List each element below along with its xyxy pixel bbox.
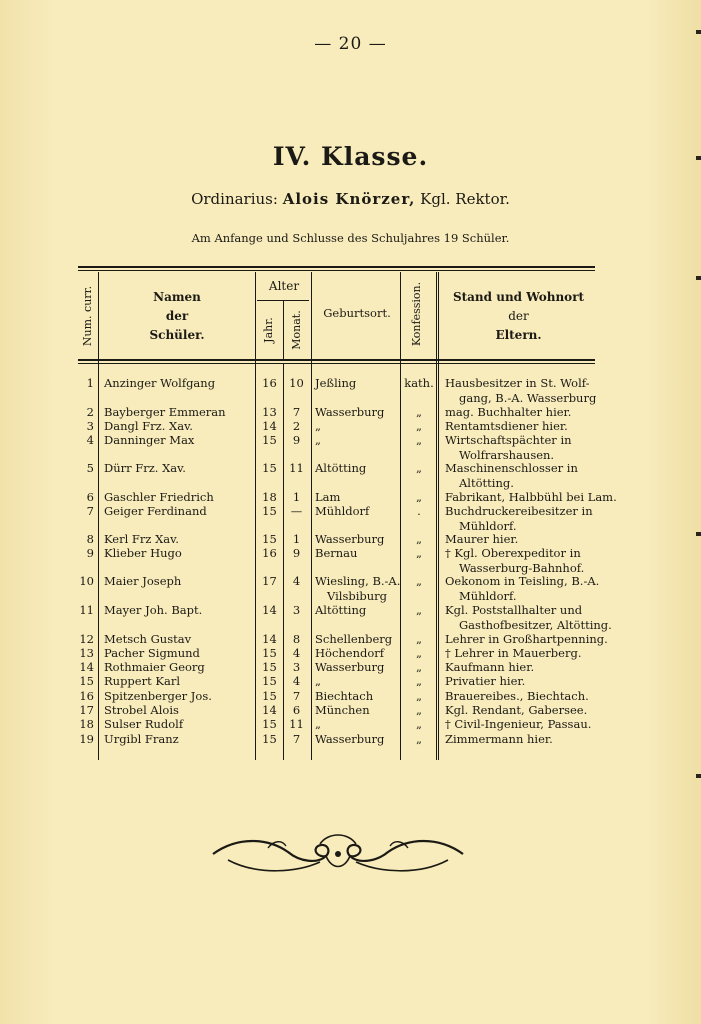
age-months: 4 [292, 574, 301, 588]
row-number: 5 [86, 461, 94, 475]
age-months: 1 [292, 532, 301, 546]
parents-occupation-line: Wirtschaftspächter in [445, 433, 572, 447]
header-jahr: Jahr. [262, 317, 275, 343]
header-namen-line: Namen [153, 290, 201, 304]
header-geburtsort: Geburtsort. [323, 306, 391, 320]
age-years: 14 [262, 419, 277, 433]
ordinarius-line [0, 190, 701, 208]
header-num-curr: Num. curr. [81, 285, 94, 347]
birthplace [315, 419, 321, 434]
age-years: 15 [262, 433, 277, 447]
parents-occupation-line: Lehrer in Großhartpenning. [445, 632, 608, 646]
age-months: 6 [292, 703, 301, 717]
parents-occupation [445, 433, 572, 463]
confession: „ [416, 405, 422, 419]
header-stand-line: Eltern. [495, 328, 542, 342]
confession: „ [416, 532, 422, 546]
student-name: Dürr Frz. Xav. [104, 461, 186, 475]
birthplace-line: Altötting [315, 603, 367, 617]
age-years: 15 [262, 660, 277, 674]
row-number: 1 [86, 376, 94, 390]
birthplace-line: „ [315, 433, 321, 447]
age-years: 15 [262, 532, 277, 546]
parents-occupation-line: Rentamtsdiener hier. [445, 419, 568, 433]
header-stand-line: Stand und Wohnort [452, 290, 585, 304]
parents-occupation [445, 660, 534, 675]
confession: „ [416, 660, 422, 674]
confession: „ [416, 703, 422, 717]
column-divider [400, 272, 401, 760]
age-months: 4 [292, 674, 301, 688]
student-name: Pacher Sigmund [104, 646, 200, 660]
student-name: Sulser Rudolf [104, 717, 184, 731]
row-number: 14 [79, 660, 94, 674]
row-number: 4 [86, 433, 94, 447]
parents-occupation-line: Maschinenschlosser in [445, 461, 578, 475]
row-number: 12 [79, 632, 94, 646]
birthplace [315, 532, 384, 547]
alter-underline [257, 300, 309, 301]
birthplace-line: Lam [315, 490, 341, 504]
student-name: Anzinger Wolfgang [104, 376, 216, 390]
student-name: Danninger Max [104, 433, 195, 447]
age-years: 15 [262, 674, 277, 688]
birthplace-line: Jeßling [315, 376, 357, 390]
parents-occupation-line: Kgl. Poststallhalter und [445, 603, 583, 617]
birthplace-line: Mühldorf [315, 504, 370, 518]
parents-occupation [445, 674, 525, 689]
birthplace [315, 689, 373, 704]
parents-occupation-line: Hausbesitzer in St. Wolf- [445, 376, 590, 390]
birthplace-line: Wasserburg [315, 660, 385, 674]
birthplace [315, 603, 366, 618]
birthplace-line: Wiesling, B.-A. [315, 574, 401, 588]
parents-occupation-line: Gasthofbesitzer, Altötting. [459, 618, 612, 632]
row-number: 11 [79, 603, 94, 617]
row-number: 15 [79, 674, 94, 688]
confession: „ [416, 603, 422, 617]
student-name: Geiger Ferdinand [104, 504, 207, 518]
header-monat: Monat. [290, 310, 303, 350]
edge-mark [696, 774, 701, 778]
parents-occupation-line: gang, B.-A. Wasserburg [459, 391, 597, 405]
age-years: 15 [262, 646, 277, 660]
birthplace-line: Schellenberg [315, 632, 393, 646]
parents-occupation [445, 717, 591, 732]
parents-occupation-line: Brauereibes., Biechtach. [445, 689, 589, 703]
row-number: 7 [86, 504, 94, 518]
birthplace [315, 646, 384, 661]
parents-occupation [445, 405, 571, 420]
confession: „ [416, 717, 422, 731]
birthplace-line: Bernau [315, 546, 358, 560]
birthplace [315, 546, 357, 561]
age-months: 3 [292, 660, 301, 674]
age-months: 7 [292, 405, 301, 419]
parents-occupation [445, 689, 589, 704]
age-months: 10 [289, 376, 304, 390]
age-years: 16 [262, 376, 277, 390]
parents-occupation-line: Wasserburg-Bahnhof. [459, 561, 585, 575]
column-divider [436, 272, 439, 760]
ordinarius-label: Ordinarius: [191, 190, 278, 208]
parents-occupation-line: Zimmermann hier. [445, 732, 553, 746]
confession: „ [416, 632, 422, 646]
parents-occupation-line: Mühldorf. [459, 519, 517, 533]
birthplace-line: „ [315, 674, 321, 688]
confession: „ [416, 574, 422, 588]
age-years: 15 [262, 504, 277, 518]
column-divider [98, 272, 99, 760]
page-number: — 20 — [314, 34, 387, 54]
birthplace-line: „ [315, 419, 321, 433]
age-months: 9 [292, 433, 301, 447]
header-namen-line: Schüler. [149, 328, 205, 342]
edge-mark [696, 156, 701, 160]
parents-occupation [445, 532, 518, 547]
birthplace [315, 660, 384, 675]
header-alter: Alter [268, 279, 300, 293]
edge-mark [696, 276, 701, 280]
birthplace [315, 732, 384, 747]
parents-occupation [445, 646, 581, 661]
table-top-rule-thin [78, 270, 595, 271]
header-konfession: Konfession. [410, 281, 423, 347]
column-divider [311, 272, 312, 760]
parents-occupation-line: Kgl. Rendant, Gabersee. [445, 703, 588, 717]
confession: „ [416, 419, 422, 433]
age-years: 15 [262, 717, 277, 731]
parents-occupation-line: Kaufmann hier. [445, 660, 535, 674]
row-number: 18 [79, 717, 94, 731]
row-number: 10 [79, 574, 94, 588]
birthplace [315, 376, 356, 391]
row-number: 2 [86, 405, 94, 419]
birthplace-line: Altötting [315, 461, 367, 475]
birthplace-line: „ [315, 717, 321, 731]
confession: „ [416, 674, 422, 688]
birthplace [315, 717, 321, 732]
parents-occupation-line: Altötting. [459, 476, 514, 490]
age-months: 4 [292, 646, 301, 660]
birthplace [315, 461, 366, 476]
row-number: 6 [86, 490, 94, 504]
parents-occupation-line: mag. Buchhalter hier. [445, 405, 572, 419]
age-years: 15 [262, 689, 277, 703]
confession: „ [416, 433, 422, 447]
parents-occupation-line: † Lehrer in Mauerberg. [445, 646, 582, 660]
student-name: Rothmaier Georg [104, 660, 205, 674]
header-namen-line: der [165, 309, 189, 323]
birthplace-line: Biechtach [315, 689, 374, 703]
row-number: 3 [86, 419, 94, 433]
confession: „ [416, 689, 422, 703]
birthplace [315, 674, 321, 689]
age-months: — [290, 504, 303, 518]
birthplace-line: München [315, 703, 370, 717]
parents-occupation-line: † Civil-Ingenieur, Passau. [445, 717, 592, 731]
parents-occupation [445, 574, 599, 604]
parents-occupation-line: Privatier hier. [445, 674, 526, 688]
confession: . [417, 504, 421, 518]
age-years: 16 [262, 546, 277, 560]
decorative-flourish [208, 826, 468, 882]
student-name: Ruppert Karl [104, 674, 180, 688]
age-months: 7 [292, 689, 301, 703]
parents-occupation-line: Buchdruckereibesitzer in [445, 504, 593, 518]
student-name: Gaschler Friedrich [104, 490, 214, 504]
age-months: 9 [292, 546, 301, 560]
birthplace-line: Wasserburg [315, 405, 385, 419]
birthplace [315, 632, 392, 647]
age-years: 15 [262, 732, 277, 746]
age-years: 14 [262, 703, 277, 717]
age-years: 13 [262, 405, 277, 419]
age-years: 18 [262, 490, 277, 504]
header-stand-line: der [508, 309, 529, 323]
class-size-note: Am Anfange und Schlusse des Schuljahres 19 Schüler. [191, 231, 510, 245]
birthplace [315, 405, 384, 420]
student-name: Bayberger Emmeran [104, 405, 226, 419]
age-months: 2 [292, 419, 301, 433]
confession: „ [416, 732, 422, 746]
parents-occupation [445, 461, 578, 491]
alter-subdivider [283, 300, 284, 359]
age-months: 11 [289, 461, 304, 475]
age-years: 15 [262, 461, 277, 475]
parents-occupation-line: Fabrikant, Halbbühl bei Lam. [445, 490, 617, 504]
birthplace [315, 574, 400, 604]
birthplace [315, 433, 321, 448]
birthplace [315, 504, 369, 519]
edge-mark [696, 532, 701, 536]
birthplace-line: Höchendorf [315, 646, 385, 660]
parents-occupation [445, 376, 596, 406]
confession: „ [416, 646, 422, 660]
parents-occupation [445, 546, 584, 576]
confession: „ [416, 490, 422, 504]
page-title: IV. Klasse. [272, 142, 429, 171]
student-name: Klieber Hugo [104, 546, 182, 560]
age-years: 17 [262, 574, 277, 588]
row-number: 8 [86, 532, 94, 546]
parents-occupation [445, 632, 608, 647]
age-months: 11 [289, 717, 304, 731]
row-number: 19 [79, 732, 94, 746]
birthplace-line: Wasserburg [315, 532, 385, 546]
age-months: 8 [292, 632, 301, 646]
student-name: Maier Joseph [104, 574, 182, 588]
birthplace-line: Vilsbiburg [327, 589, 388, 603]
parents-occupation [445, 419, 568, 434]
header-bottom-rule-thin [78, 363, 595, 364]
ordinarius-role: Kgl. Rektor. [420, 190, 510, 208]
column-divider [255, 272, 256, 760]
parents-occupation [445, 603, 612, 633]
ordinarius-name: Alois Knörzer, [282, 190, 416, 208]
student-table [78, 266, 617, 760]
parents-occupation-line: † Kgl. Oberexpeditor in [445, 546, 581, 560]
table-top-rule [78, 266, 595, 268]
birthplace [315, 490, 340, 505]
confession: „ [416, 461, 422, 475]
header-stand [442, 288, 595, 345]
header-namen [102, 288, 252, 345]
student-name: Spitzenberger Jos. [104, 689, 212, 703]
confession: „ [416, 546, 422, 560]
parents-occupation-line: Wolfrarshausen. [459, 448, 555, 462]
header-bottom-rule [78, 359, 595, 361]
age-months: 1 [292, 490, 301, 504]
age-years: 14 [262, 603, 277, 617]
parents-occupation [445, 732, 553, 747]
student-name: Kerl Frz Xav. [104, 532, 179, 546]
parents-occupation [445, 490, 617, 505]
age-months: 3 [292, 603, 301, 617]
student-name: Urgibl Franz [104, 732, 179, 746]
parents-occupation-line: Oekonom in Teisling, B.-A. [445, 574, 600, 588]
edge-mark [696, 30, 701, 34]
row-number: 13 [79, 646, 94, 660]
age-years: 14 [262, 632, 277, 646]
parents-occupation [445, 703, 587, 718]
student-name: Mayer Joh. Bapt. [104, 603, 203, 617]
student-name: Dangl Frz. Xav. [104, 419, 193, 433]
age-months: 7 [292, 732, 301, 746]
parents-occupation [445, 504, 593, 534]
row-number: 16 [79, 689, 94, 703]
row-number: 9 [86, 546, 94, 560]
confession: kath. [404, 376, 434, 390]
student-name: Metsch Gustav [104, 632, 192, 646]
birthplace-line: Wasserburg [315, 732, 385, 746]
parents-occupation-line: Maurer hier. [445, 532, 519, 546]
row-number: 17 [79, 703, 94, 717]
birthplace [315, 703, 370, 718]
student-name: Strobel Alois [104, 703, 179, 717]
parents-occupation-line: Mühldorf. [459, 589, 517, 603]
